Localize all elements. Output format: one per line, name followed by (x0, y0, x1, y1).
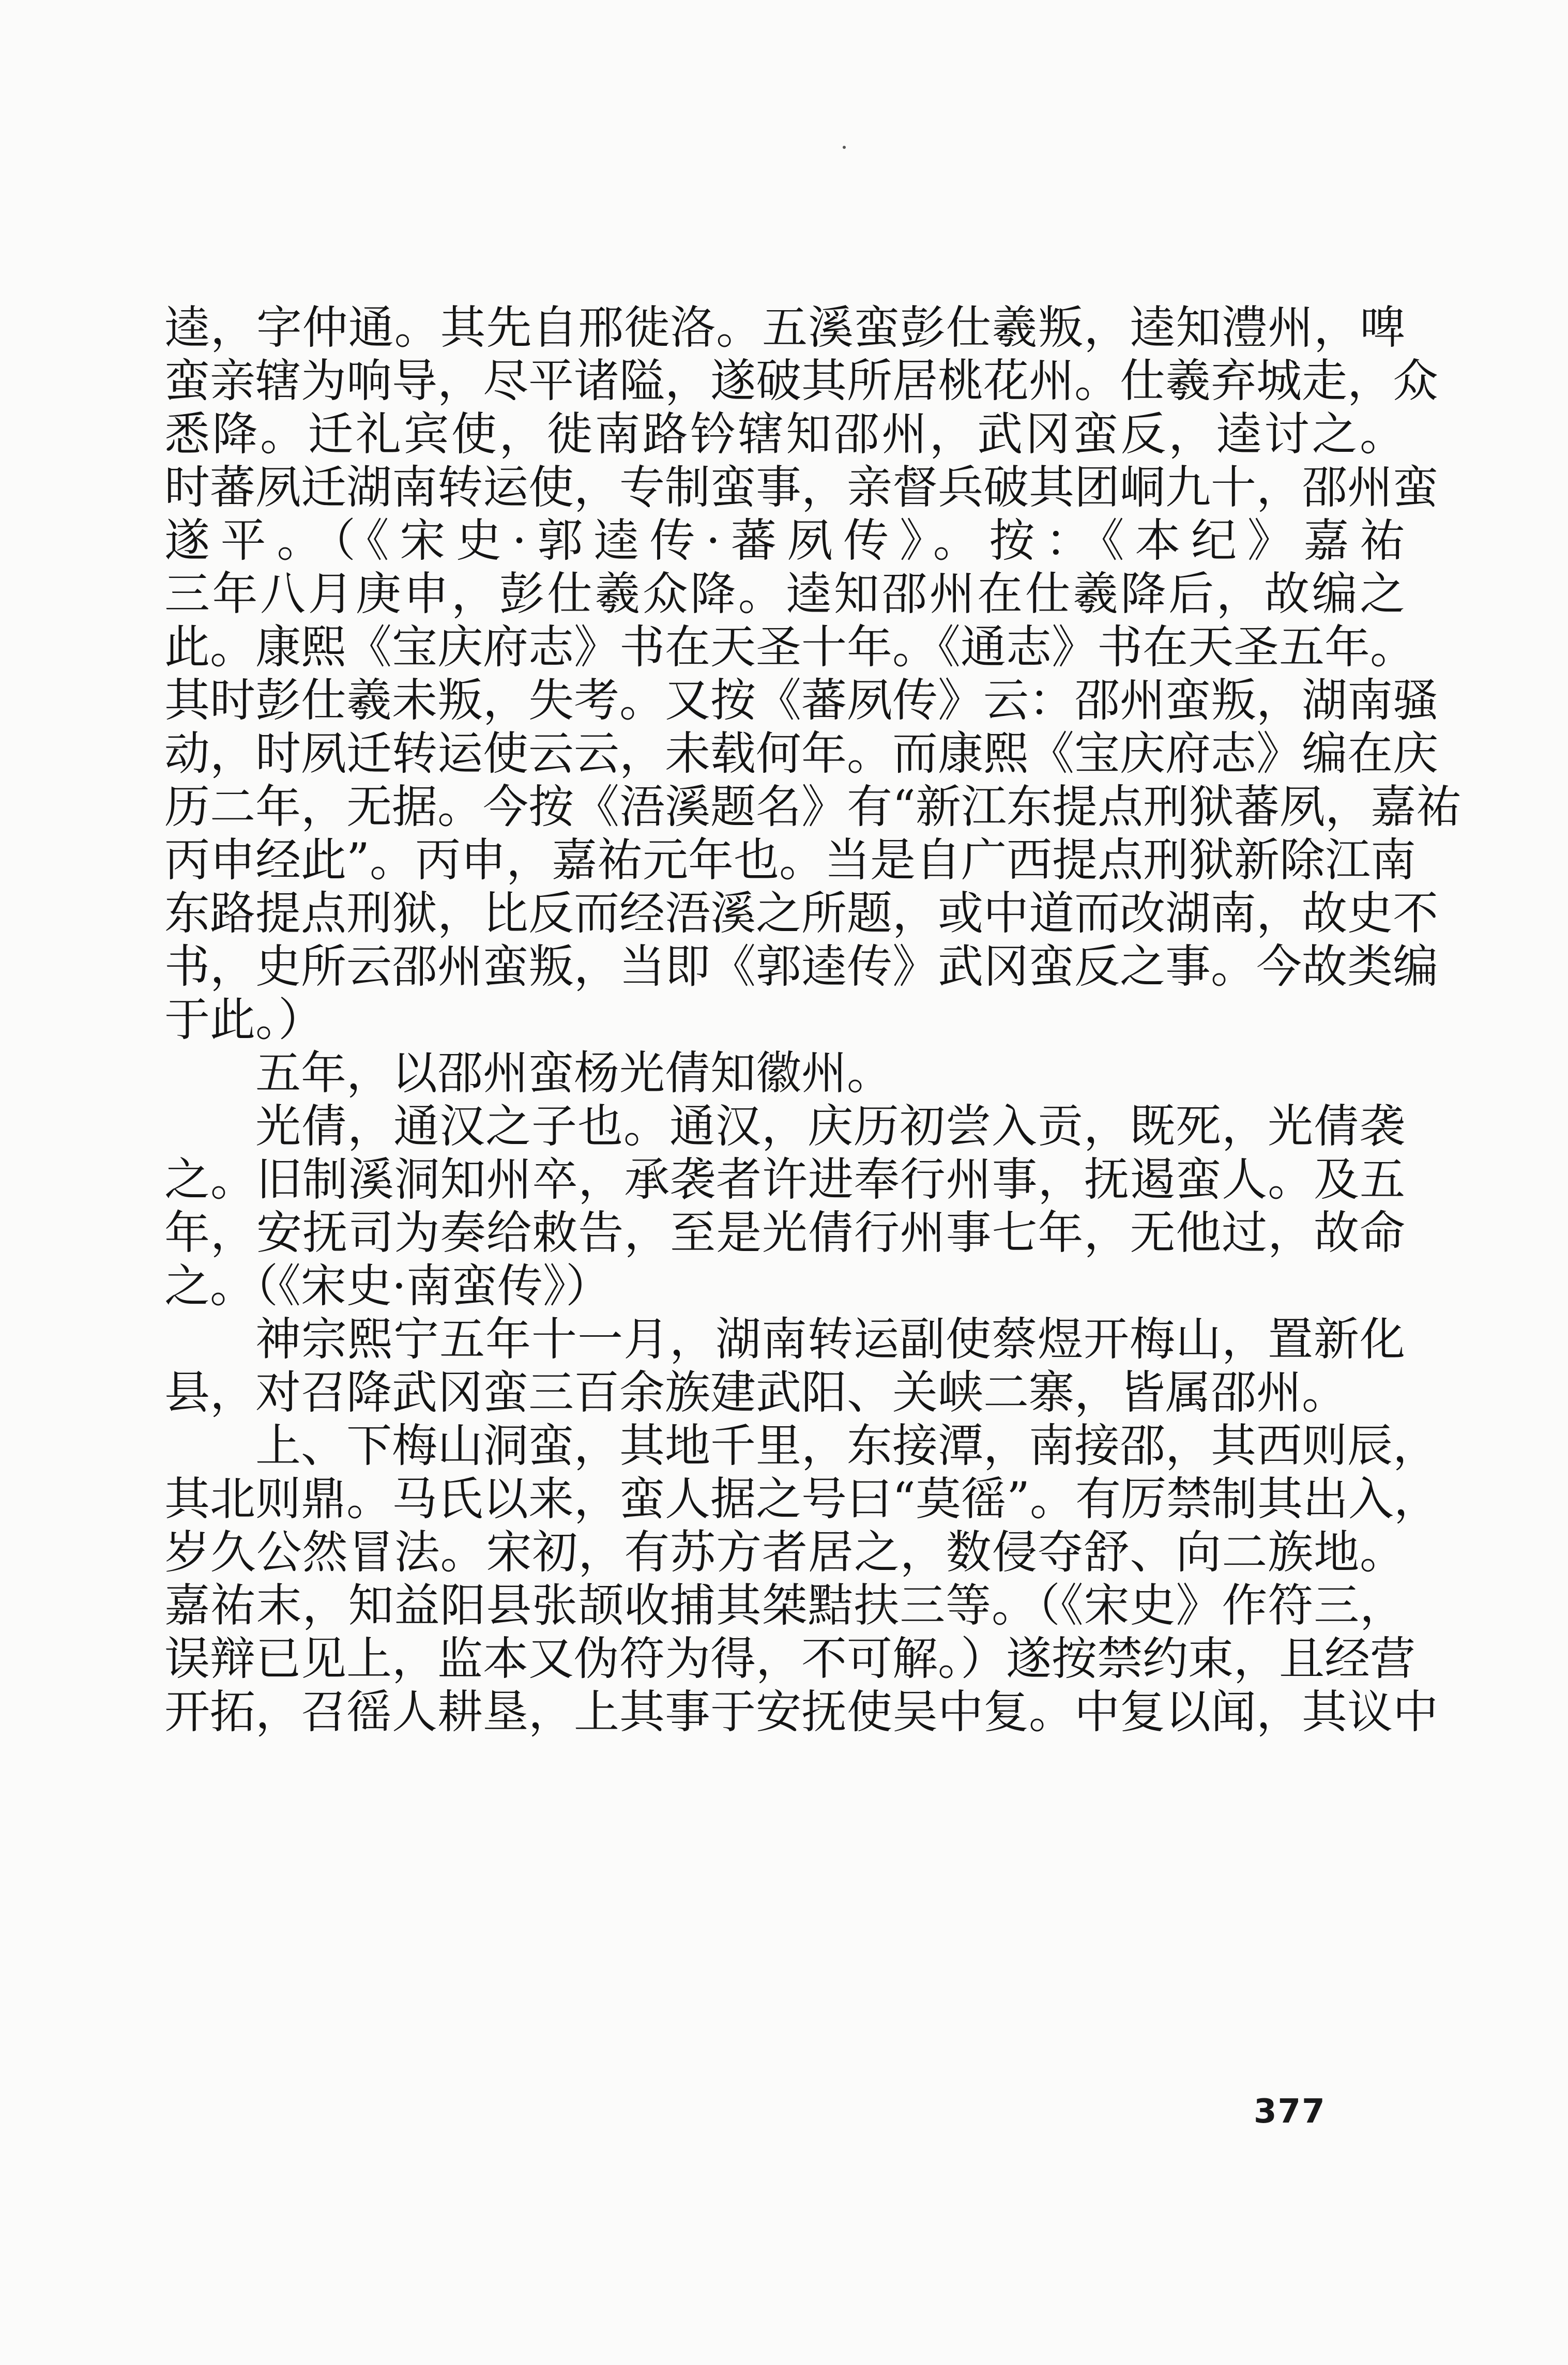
text-line-13: 书，史所云邵州蛮叛，当即《郭逵传》武冈蛮反之事。今故类编 (164, 940, 1439, 993)
text-line-6: 三年八月庚申，彭仕羲众降。逵知邵州在仕羲降后，故编之 (164, 567, 1405, 620)
text-line-1: 逵，字仲通。其先自邢徙洛。五溪蛮彭仕羲叛，逵知澧州，啤 (164, 301, 1405, 354)
text-line-10: 历二年，无据。今按《浯溪题名》有“新江东提点刑狱蕃夙，嘉祐 (164, 780, 1462, 833)
text-line-27: 开拓，召徭人耕垦，上其事于安抚使吴中复。中复以闻，其议中 (164, 1685, 1439, 1738)
text-line-3: 悉降。迁礼宾使，徙南路钤辖知邵州，武冈蛮反，逵讨之。 (164, 407, 1405, 461)
text-line-15: 五年，以邵州蛮杨光倩知徽州。 (255, 1046, 893, 1100)
text-line-8: 其时彭仕羲未叛，失考。又按《蕃夙传》云：邵州蛮叛，湖南骚 (164, 674, 1439, 727)
text-line-25: 嘉祐末，知益阳县张颉收捕其桀黠扶三等。（《宋史》作符三， (164, 1579, 1405, 1632)
page-number: 377 (1254, 2093, 1326, 2131)
text-line-16: 光倩，通汉之子也。通汉，庆历初尝入贡，既死，光倩袭 (255, 1100, 1405, 1153)
text-line-5: 遂平。（《宋史·郭逵传·蕃夙传》。按：《本纪》嘉祐 (164, 514, 1405, 567)
text-line-26: 误辩已见上，监本又伪符为得，不可解。）遂按禁约束，且经营 (164, 1632, 1416, 1685)
text-line-9: 动，时夙迁转运使云云，未载何年。而康熙《宝庆府志》编在庆 (164, 727, 1439, 780)
text-line-7: 此。康熙《宝庆府志》书在天圣十年。《通志》书在天圣五年。 (164, 620, 1416, 674)
text-line-17: 之。旧制溪洞知州卒，承袭者许进奉行州事，抚遏蛮人。及五 (164, 1153, 1405, 1206)
scan-speck (843, 146, 846, 149)
text-line-4: 时蕃夙迁湖南转运使，专制蛮事，亲督兵破其团峒九十，邵州蛮 (164, 461, 1439, 514)
text-line-11: 丙申经此”。丙申，嘉祐元年也。当是自广西提点刑狱新除江南 (164, 833, 1416, 887)
text-line-12: 东路提点刑狱，比反而经浯溪之所题，或中道而改湖南，故史不 (164, 887, 1439, 940)
text-line-20: 神宗熙宁五年十一月，湖南转运副使蔡煜开梅山，置新化 (255, 1313, 1405, 1366)
text-line-19: 之。（《宋史·南蛮传》） (164, 1259, 611, 1313)
text-line-22: 上、下梅山洞蛮，其地千里，东接潭，南接邵，其西则辰， (255, 1419, 1439, 1472)
body-text (164, 301, 1462, 1742)
text-line-21: 县，对召降武冈蛮三百余族建武阳、关峡二寨，皆属邵州。 (164, 1366, 1348, 1419)
text-line-14: 于此。） (164, 993, 324, 1046)
text-line-2: 蛮亲辖为响导，尽平诸隘，遂破其所居桃花州。仕羲弃城走，众 (164, 354, 1439, 407)
text-line-18: 年，安抚司为奏给敕告，至是光倩行州事七年，无他过，故命 (164, 1206, 1405, 1259)
text-line-24: 岁久公然冒法。宋初，有苏方者居之，数侵夺舒、向二族地。 (164, 1525, 1405, 1579)
text-line-23: 其北则鼎。马氏以来，蛮人据之号曰“莫徭”。有厉禁制其出入， (164, 1472, 1439, 1525)
